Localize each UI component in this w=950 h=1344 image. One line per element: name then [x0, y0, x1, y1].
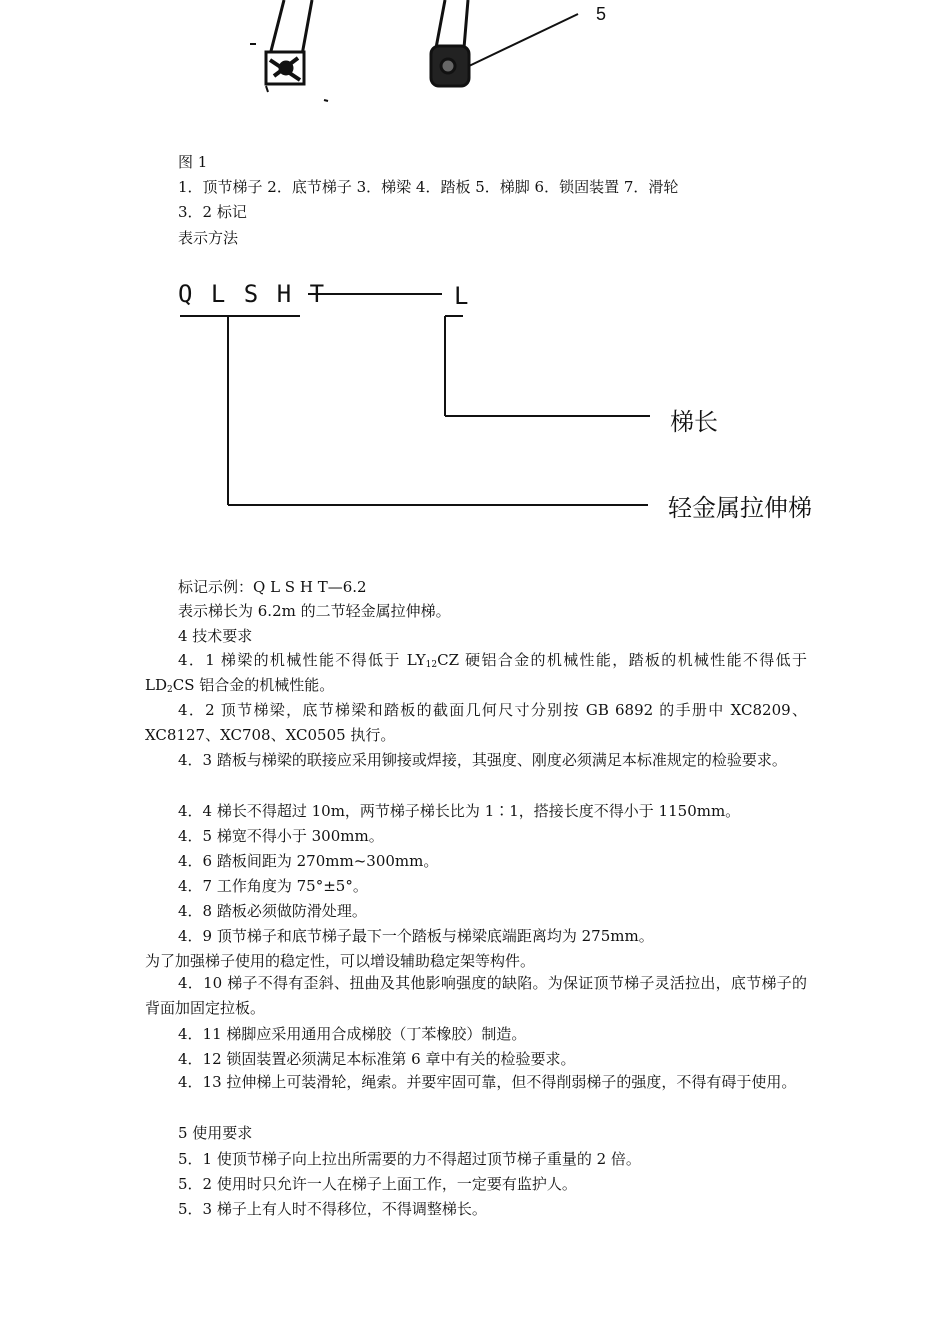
clause-4-7: 4．7 工作角度为 75°±5°。 [178, 877, 368, 895]
clause-4-2: 4．2 顶节梯梁，底节梯梁和踏板的截面几何尺寸分别按 GB 6892 的手册中 XC8209、XC8127、XC708、XC0505 执行。 [145, 701, 807, 744]
clause-4-4: 4．4 梯长不得超过 10m，两节梯子梯长比为 1∶1，搭接长度不得小于 1150mm。 [178, 802, 741, 820]
marking-example-meaning: 表示梯长为 6.2m 的二节轻金属拉伸梯。 [178, 602, 451, 620]
clause-5-3: 5．3 梯子上有人时不得移位，不得调整梯长。 [178, 1200, 487, 1218]
clause-4-1-sub2: 2 [167, 685, 173, 695]
clause-4-10: 4．10 梯子不得有歪斜、扭曲及其他影响强度的缺陷。为保证顶节梯子灵活拉出，底节梯子的背面加固定拉板。 [145, 974, 807, 1017]
clause-4-5: 4．5 梯宽不得小于 300mm。 [178, 827, 384, 845]
figure-caption: 1．顶节梯子 2．底节梯子 3．梯梁 4．踏板 5．梯脚 6．锁固装置 7．滑轮 [178, 178, 679, 196]
clause-4-13: 4．13 拉伸梯上可装滑轮，绳索。并要牢固可靠，但不得削弱梯子的强度，不得有碍于使用。 [178, 1073, 797, 1091]
diagram-label-length: 梯长 [670, 408, 718, 436]
clause-4-1 [145, 648, 807, 698]
marking-diagram [170, 270, 850, 530]
diagram-length-symbol: L [454, 282, 469, 310]
clause-4-9: 4．9 顶节梯子和底节梯子最下一个踏板与梯梁底端距离均为 275mm。 [178, 927, 654, 945]
ladder-left-foot [266, 0, 312, 84]
clause-4-3: 4．3 踏板与梯梁的联接应采用铆接或焊接，其强度、刚度必须满足本标准规定的检验要求。 [178, 751, 787, 769]
marking-example: 标记示例：Q L S H T—6.2 [178, 578, 367, 596]
subheading-representation: 表示方法 [178, 229, 239, 247]
section-heading-4: 4 技术要求 [178, 627, 253, 645]
clause-5-1: 5．1 使顶节梯子向上拉出所需要的力不得超过顶节梯子重量的 2 倍。 [178, 1150, 641, 1168]
ladder-figure-fragment [240, 0, 640, 110]
clause-4-12: 4．12 锁固装置必须满足本标准第 6 章中有关的检验要求。 [178, 1050, 576, 1068]
callout-number-5: 5 [596, 4, 607, 24]
clause-4-6: 4．6 踏板间距为 270mm~300mm。 [178, 852, 439, 870]
clause-4-1-text-c: CS 铝合金的机械性能。 [172, 676, 335, 694]
clause-4-1-sub1: 12 [425, 660, 438, 670]
diagram-code-qlsht: Q L S H T [178, 280, 327, 308]
ladder-right-foot [431, 0, 578, 86]
clause-5-2: 5．2 使用时只允许一人在梯子上面工作，一定要有监护人。 [178, 1175, 577, 1193]
section-heading-5: 5 使用要求 [178, 1124, 253, 1142]
clause-4-1-text-b: CZ 硬铝合金的机械性能，踏板的机械性能不得低于 LD [145, 651, 807, 694]
clause-4-1-text-a: 4．1 梯梁的机械性能不得低于 LY [178, 651, 426, 669]
figure-label: 图 1 [178, 153, 208, 171]
section-heading-3-2: 3．2 标记 [178, 203, 247, 221]
clause-4-8: 4．8 踏板必须做防滑处理。 [178, 902, 367, 920]
diagram-label-type: 轻金属拉伸梯 [668, 494, 812, 522]
clause-4-9-continuation: 为了加强梯子使用的稳定性，可以增设辅助稳定架等构件。 [145, 952, 536, 970]
clause-4-11: 4．11 梯脚应采用通用合成梯胶（丁苯橡胶）制造。 [178, 1025, 527, 1043]
